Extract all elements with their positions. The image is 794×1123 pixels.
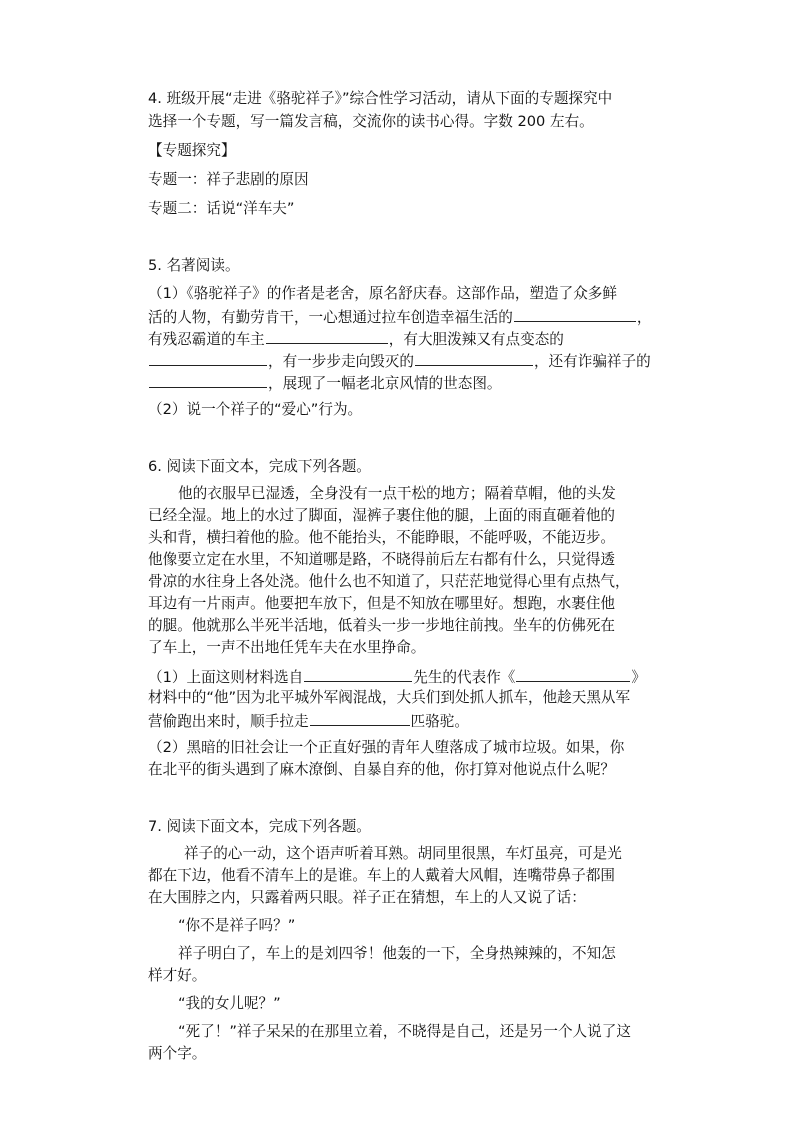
q4-topic-1: 专题一：祥子悲剧的原因 xyxy=(148,171,309,188)
answer-blank[interactable] xyxy=(266,328,388,344)
q6-part2-line-1: （2）黑暗的旧社会让一个正直好强的青年人堕落成了城市垃圾。如果，你 xyxy=(148,739,625,756)
q7-passage-line: 在大围脖之内，只露着两只眼。祥子正在猜想，车上的人又说了话： xyxy=(148,889,586,906)
q6-passage-line: 他的衣服早已湿透，全身没有一点干松的地方；隔着草帽，他的头发 xyxy=(178,485,616,502)
q6-part1-line-2: 材料中的“他”因为北平城外军阀混战，大兵们到处抓人抓车，他趁天黑从军 xyxy=(148,689,631,706)
q6-passage-line: 头和背，横扫着他的脸。他不能抬头，不能睁眼，不能呼吸，不能迈步。 xyxy=(148,529,616,546)
q7-passage-line: 都在下边，他看不清车上的是谁。车上的人戴着大风帽，连嘴带鼻子都围 xyxy=(148,867,616,884)
q5-part1-line-4: ，有一步步走向毁灭的 ，还有诈骗祥子的 xyxy=(148,350,651,372)
answer-blank[interactable] xyxy=(415,350,533,366)
q4-line-1: 4. 班级开展“走进《骆驼祥子》”综合性学习活动，请从下面的专题探究中 xyxy=(148,90,613,107)
answer-blank[interactable] xyxy=(310,710,410,726)
q7-passage-line: “死了！”祥子呆呆的在那里立着，不晓得是自己，还是另一个人说了这 xyxy=(178,1023,631,1040)
q6-passage-line: 耳边有一片雨声。他要把车放下，但是不知放在哪里好。想跑，水裹住他 xyxy=(148,595,616,612)
q6-passage-line: 的腿。他就那么半死半活地，低着头一步一步地往前拽。坐车的仿佛死在 xyxy=(148,617,616,634)
q6-passage-line: 骨凉的水往身上各处浇。他什么也不知道了，只茫茫地觉得心里有点热气， xyxy=(148,573,630,590)
q6-passage-line: 已经全湿。地上的水过了脚面，湿裤子裹住他的腿，上面的雨直砸着他的 xyxy=(148,507,616,524)
q7-title: 7. 阅读下面文本，完成下列各题。 xyxy=(148,818,371,835)
answer-blank[interactable] xyxy=(304,666,412,682)
q5-part2: （2）说一个祥子的“爱心”行为。 xyxy=(148,401,363,418)
answer-blank[interactable] xyxy=(149,372,267,388)
q7-passage-line: 样才好。 xyxy=(148,967,207,984)
q7-passage-line: 祥子明白了，车上的是刘四爷！他轰的一下，全身热辣辣的，不知怎 xyxy=(178,945,616,962)
q4-topic-2: 专题二：话说“洋车夫” xyxy=(148,200,295,217)
answer-blank[interactable] xyxy=(516,666,630,682)
q5-title: 5. 名著阅读。 xyxy=(148,257,240,274)
q7-passage-line: 祥子的心一动，这个语声听着耳熟。胡同里很黑，车灯虽亮，可是光 xyxy=(184,845,622,862)
q6-title: 6. 阅读下面文本，完成下列各题。 xyxy=(148,458,371,475)
q6-part1-line-1: （1）上面这则材料选自 先生的代表作《 》 xyxy=(148,666,646,688)
q5-part1-line-2: 活的人物，有勤劳肯干，一心想通过拉车创造幸福生活的 ， xyxy=(148,306,651,328)
q7-quote: “我的女儿呢？” xyxy=(178,995,281,1012)
q7-passage-line: 两个字。 xyxy=(148,1045,207,1062)
q5-part1-line-3: 有残忍霸道的车主 ，有大胆泼辣又有点变态的 xyxy=(148,328,564,350)
q7-quote: “你不是祥子吗？” xyxy=(178,917,296,934)
q6-part1-line-3: 营偷跑出来时，顺手拉走 匹骆驼。 xyxy=(148,710,469,732)
q5-part1-line-5: ，展现了一幅老北京风情的世态图。 xyxy=(148,372,502,394)
q6-passage-line: 了车上，一声不出地任凭车夫在水里挣命。 xyxy=(148,639,426,656)
q4-heading: 【专题探究】 xyxy=(148,142,236,159)
answer-blank[interactable] xyxy=(514,306,636,322)
q4-line-2: 选择一个专题，写一篇发言稿，交流你的读书心得。字数 200 左右。 xyxy=(148,113,594,130)
q5-part1-line-1: （1）《骆驼祥子》的作者是老舍，原名舒庆春。这部作品，塑造了众多鲜 xyxy=(148,285,617,302)
q6-part2-line-2: 在北平的街头遇到了麻木潦倒、自暴自弃的他，你打算对他说点什么呢？ xyxy=(148,761,616,778)
q6-passage-line: 他像要立定在水里，不知道哪是路，不晓得前后左右都有什么，只觉得透 xyxy=(148,551,616,568)
answer-blank[interactable] xyxy=(149,350,267,366)
